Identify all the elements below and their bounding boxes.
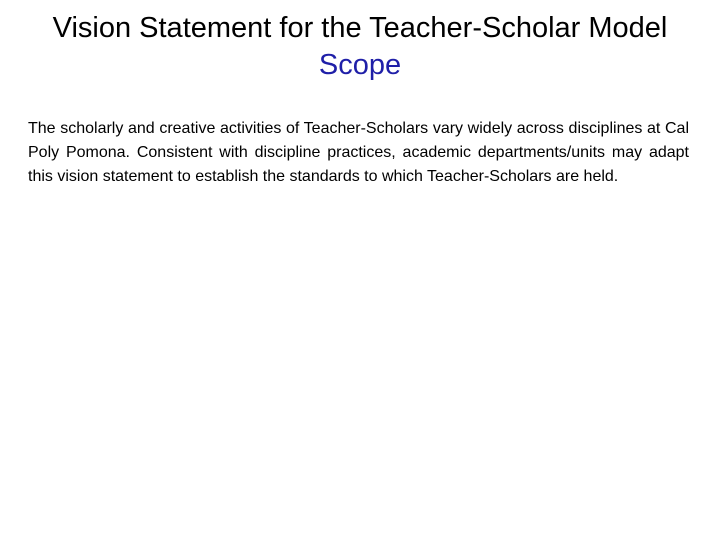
slide-subtitle: Scope xyxy=(318,49,402,81)
title-block xyxy=(0,10,720,84)
body-paragraph: The scholarly and creative activities of Teacher-Scholars vary widely across disciplines at Cal Poly Pomona. Consistent with discipline practices, academic departments/units may adapt this vision statement to establish the standards to which Teacher-Scholars are held. xyxy=(28,120,689,185)
slide-title: Vision Statement for the Teacher-Scholar Model xyxy=(52,12,668,44)
